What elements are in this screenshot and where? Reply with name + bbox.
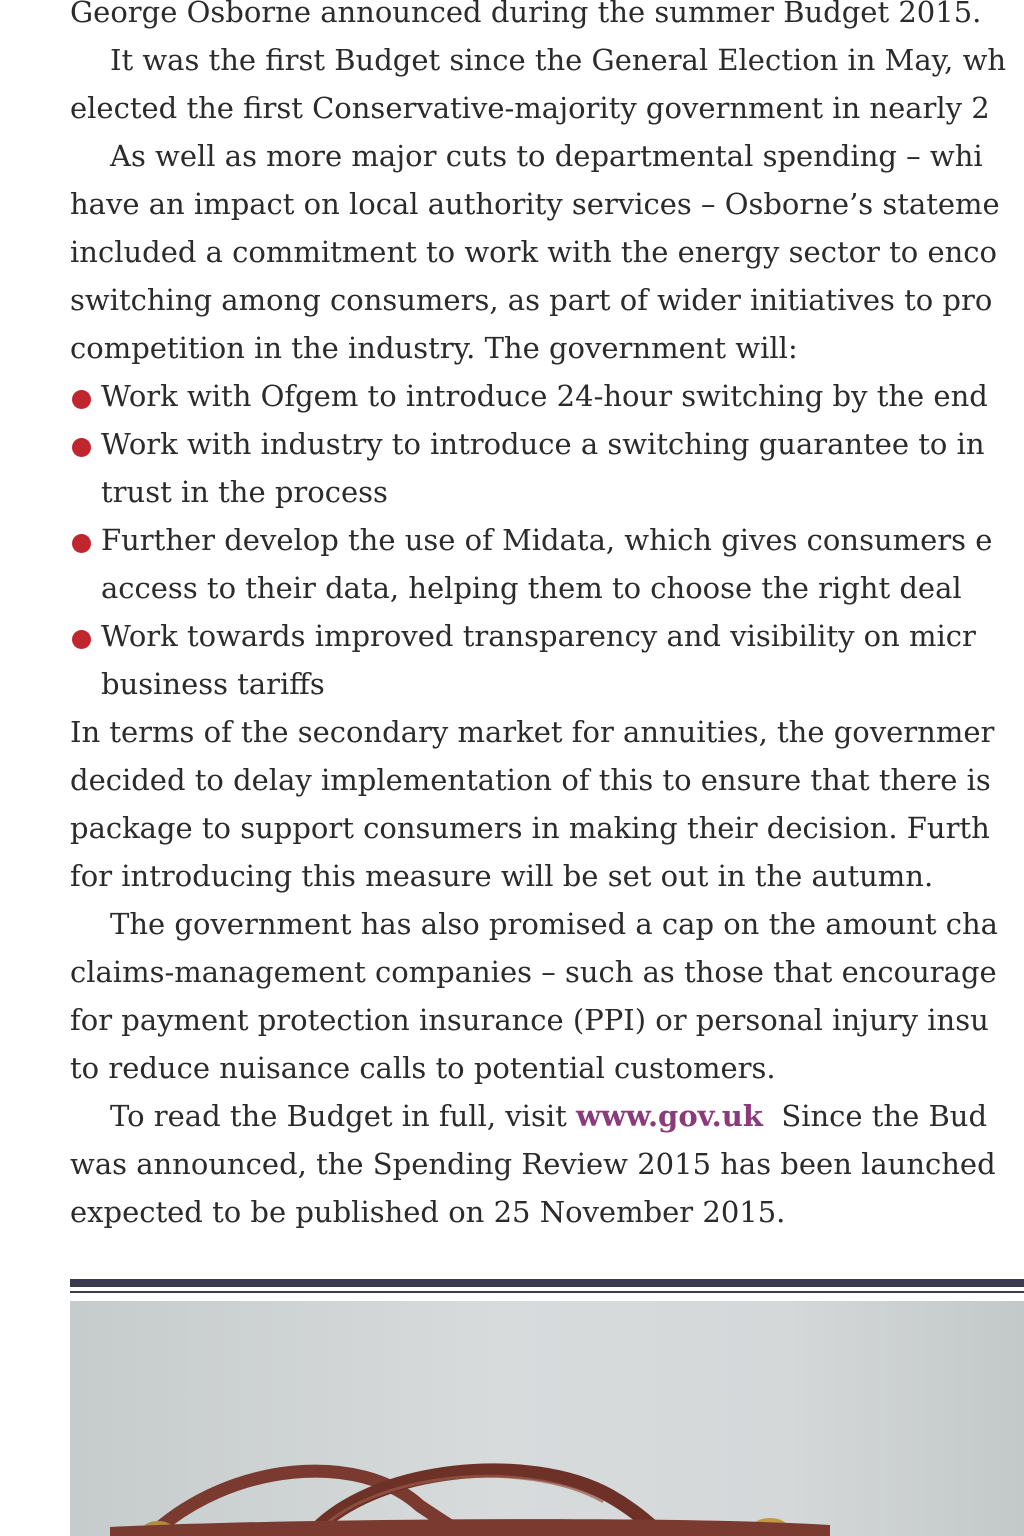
- bullet-item: Work with Ofgem to introduce 24-hour switching by the end: [70, 372, 1024, 420]
- paragraph-line: to reduce nuisance calls to potential customers.: [70, 1051, 776, 1085]
- paragraph-line: was announced, the Spending Review 2015 has been launched: [70, 1147, 996, 1181]
- bullet-item-continuation: access to their data, helping them to choose the right deal: [101, 571, 962, 605]
- paragraph-line: The government has also promised a cap on the amount cha: [110, 907, 998, 941]
- paragraph-line: competition in the industry. The government will:: [70, 331, 798, 365]
- paragraph-line: expected to be published on 25 November 2015.: [70, 1195, 786, 1229]
- paragraph-line: elected the first Conservative-majority government in nearly 2: [70, 91, 990, 125]
- paragraph-line: decided to delay implementation of this to ensure that there is: [70, 763, 991, 797]
- link-lead-text: To read the Budget in full, visit: [110, 1099, 576, 1133]
- paragraph-line: In terms of the secondary market for annuities, the governmer: [70, 715, 995, 749]
- bullet-item: Work with industry to introduce a switching guarantee to in: [70, 420, 1024, 468]
- link-trail-text: Since the Bud: [762, 1099, 988, 1133]
- bullet-item: Further develop the use of Midata, which gives consumers e: [70, 516, 1024, 564]
- bullet-item-continuation: trust in the process: [101, 475, 388, 509]
- paragraph-line: claims-management companies – such as those that encourage: [70, 955, 997, 989]
- paragraph-line: switching among consumers, as part of wider initiatives to pro: [70, 283, 993, 317]
- article-body: [70, 0, 1024, 1236]
- paragraph-line: It was the first Budget since the General Election in May, wh: [110, 43, 1007, 77]
- gov-uk-link[interactable]: www.gov.uk: [575, 1099, 763, 1133]
- paragraph-line: [70, 1092, 1024, 1140]
- bullet-item-continuation: business tariffs: [101, 667, 325, 701]
- handbag-illustration: [70, 1301, 1024, 1536]
- bullet-item: Work towards improved transparency and visibility on micr: [70, 612, 1024, 660]
- paragraph-line: included a commitment to work with the energy sector to enco: [70, 235, 998, 269]
- paragraph-line: George Osborne announced during the summer Budget 2015.: [70, 0, 982, 29]
- paragraph-line: for introducing this measure will be set out in the autumn.: [70, 859, 934, 893]
- section-divider-thin: [70, 1291, 1024, 1293]
- handbag-photo: [70, 1301, 1024, 1536]
- paragraph-line: package to support consumers in making their decision. Furth: [70, 811, 990, 845]
- section-divider-thick: [70, 1279, 1024, 1287]
- paragraph-line: As well as more major cuts to departmental spending – whi: [110, 139, 983, 173]
- paragraph-line: for payment protection insurance (PPI) or personal injury insu: [70, 1003, 989, 1037]
- paragraph-line: have an impact on local authority services – Osborne’s stateme: [70, 187, 1000, 221]
